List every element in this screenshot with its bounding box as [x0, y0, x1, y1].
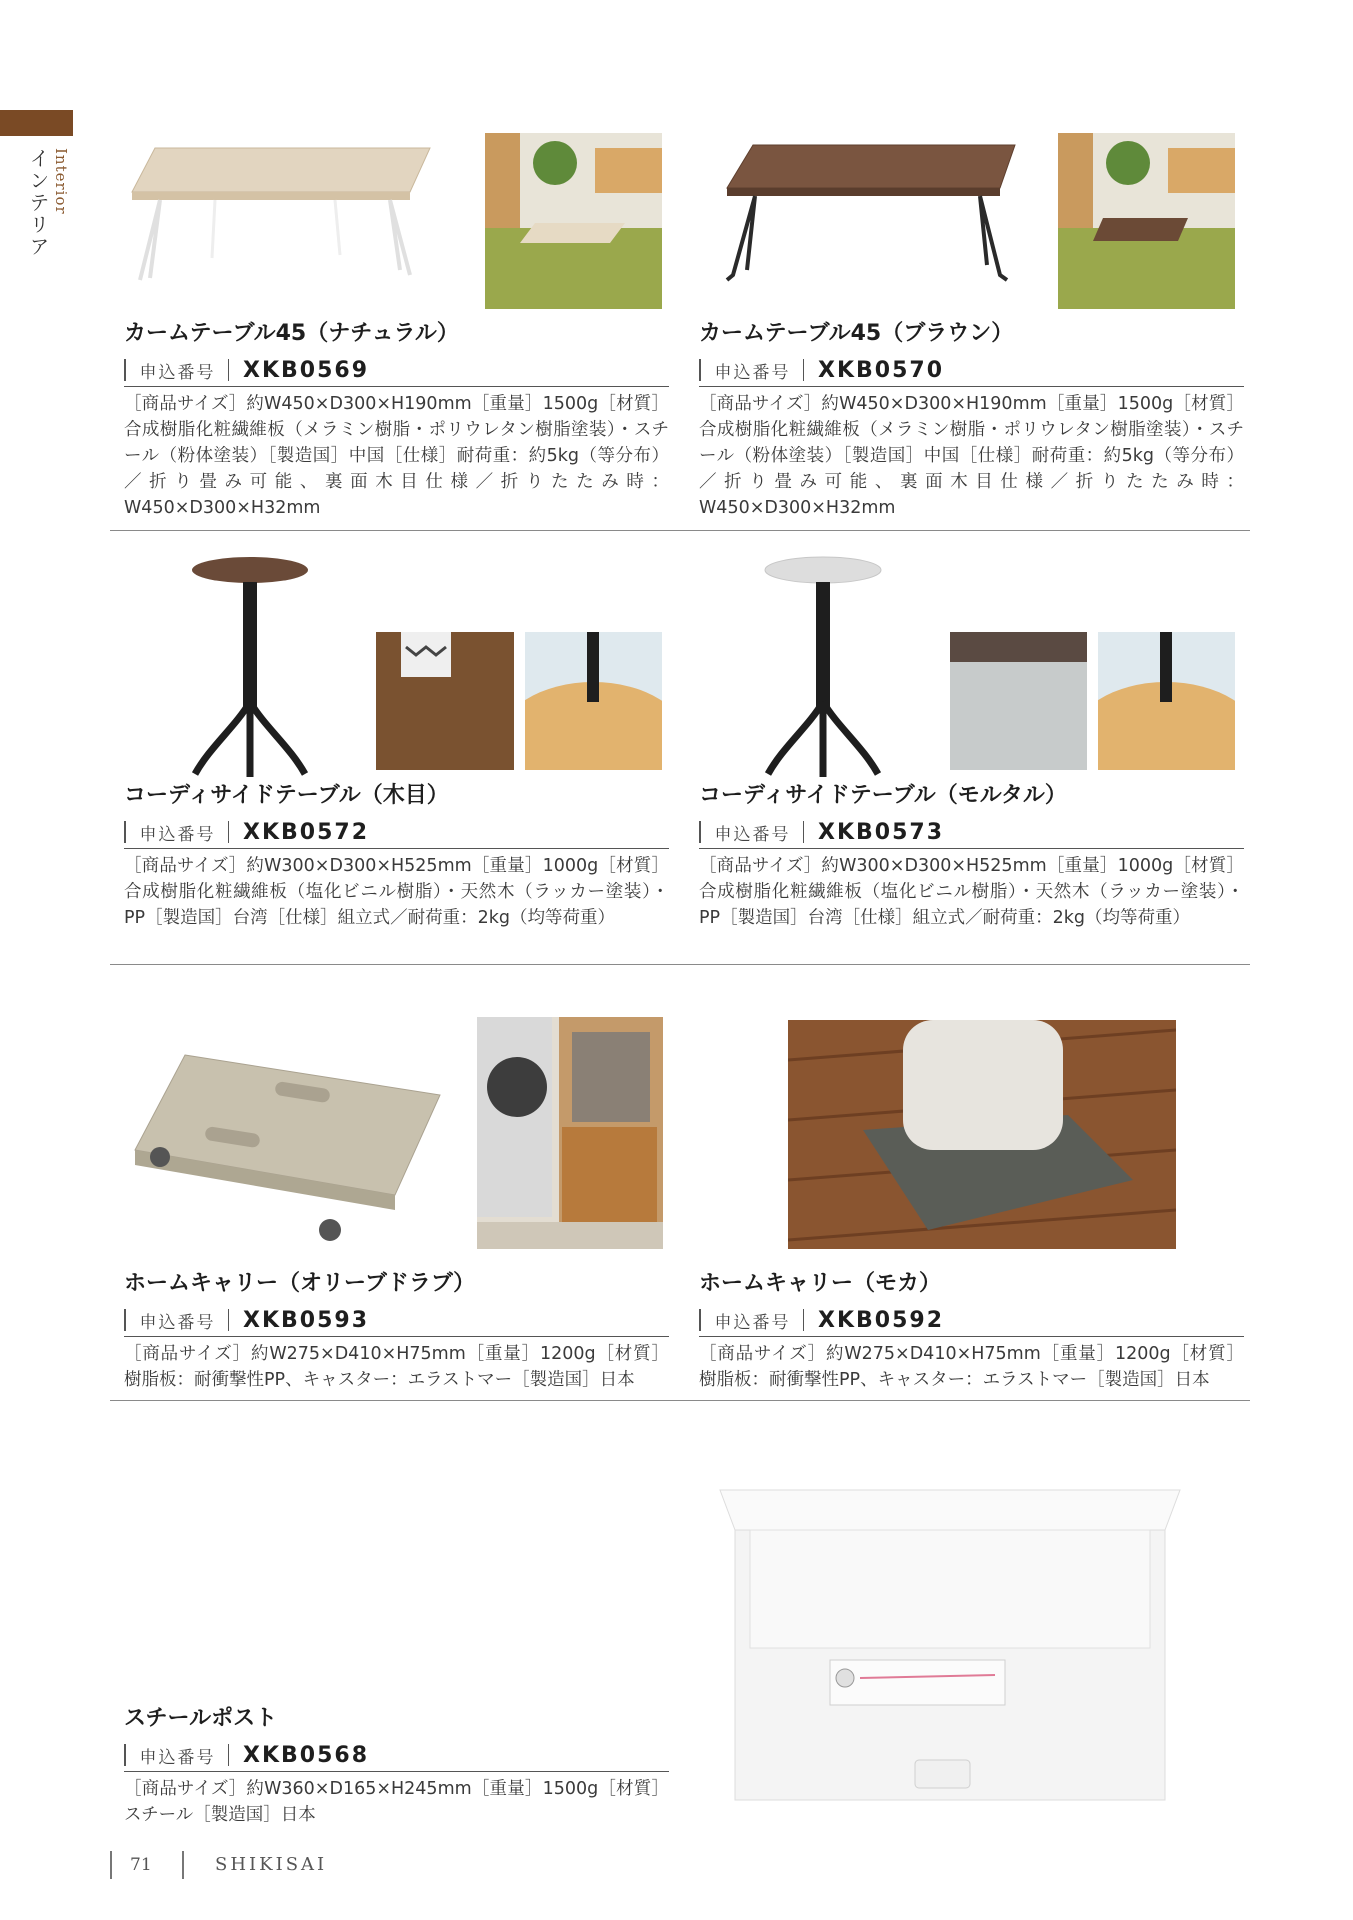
- product-spec: ［商品サイズ］約W300×D300×H525mm［重量］1000g［材質］合成樹脂化粧繊維板（塩化ビニル樹脂）・天然木（ラッカー塗装）・PP［製造国］台湾［仕様］組立式／耐荷重：2kg（均等荷重）: [699, 856, 1244, 928]
- product-card: [699, 1270, 1244, 1393]
- detail-photo-wood-top: [376, 632, 514, 770]
- product-code: XKB0568: [243, 1742, 370, 1768]
- product-card: [124, 1705, 669, 1828]
- code-label: 申込番号: [714, 824, 791, 845]
- product-card: [699, 782, 1244, 931]
- product-image-steel-post: [710, 1450, 1190, 1810]
- product-title: カームテーブル45（ナチュラル）: [124, 321, 459, 346]
- product-spec: ［商品サイズ］約W275×D410×H75mm［重量］1200g［材質］樹脂板：耐衝撃性PP、キャスター：エラストマー［製造国］日本: [124, 1344, 669, 1390]
- code-label: 申込番号: [139, 1312, 216, 1333]
- footer-divider: [182, 1851, 184, 1879]
- room-photo-home-carry: [477, 1017, 663, 1249]
- product-spec: ［商品サイズ］約W450×D300×H190mm［重量］1500g［材質］合成樹脂化粧繊維板（メラミン樹脂・ポリウレタン樹脂塗装）・スチール（粉体塗装）［製造国］中国［仕様］耐荷重：約5kg（等分布）／折り畳み可能、裏面木目仕様／折りたたみ時：W450×D300×H32mm: [699, 394, 1244, 518]
- code-label: 申込番号: [139, 362, 216, 383]
- product-title: スチールポスト: [124, 1706, 278, 1731]
- product-title: ホームキャリー（オリーブドラブ）: [124, 1271, 476, 1296]
- product-card: [124, 1270, 669, 1393]
- product-image-mortar-side-table: [758, 552, 888, 782]
- detail-photo-mortar-base: [1098, 632, 1235, 770]
- product-card: [124, 320, 669, 521]
- row-separator: [110, 530, 1250, 531]
- product-card: [124, 782, 669, 931]
- product-spec: ［商品サイズ］約W275×D410×H75mm［重量］1200g［材質］樹脂板：耐衝撃性PP、キャスター：エラストマー［製造国］日本: [699, 1344, 1244, 1390]
- product-spec: ［商品サイズ］約W300×D300×H525mm［重量］1000g［材質］合成樹脂化粧繊維板（塩化ビニル樹脂）・天然木（ラッカー塗装）・PP［製造国］台湾［仕様］組立式／耐荷重：2kg（均等荷重）: [124, 856, 669, 928]
- product-spec: ［商品サイズ］約W450×D300×H190mm［重量］1500g［材質］合成樹脂化粧繊維板（メラミン樹脂・ポリウレタン樹脂塗装）・スチール（粉体塗装）［製造国］中国［仕様］耐荷重：約5kg（等分布）／折り畳み可能、裏面木目仕様／折りたたみ時：W450×D300×H32mm: [124, 394, 669, 518]
- code-row: [699, 816, 1244, 849]
- code-label: 申込番号: [714, 1312, 791, 1333]
- product-code: XKB0593: [243, 1307, 370, 1333]
- detail-photo-mortar-top: [950, 632, 1087, 770]
- product-title: コーディサイドテーブル（モルタル）: [699, 783, 1067, 808]
- product-title: ホームキャリー（モカ）: [699, 1271, 942, 1296]
- product-code: XKB0573: [818, 819, 945, 845]
- section-tab-bar: [0, 110, 73, 136]
- code-row: [699, 354, 1244, 387]
- product-image-home-carry-olive: [125, 1045, 445, 1245]
- code-label: 申込番号: [714, 362, 791, 383]
- room-photo-brown-table: [1058, 133, 1235, 309]
- row-separator: [110, 964, 1250, 965]
- row-separator: [110, 1400, 1250, 1401]
- code-label: 申込番号: [139, 824, 216, 845]
- product-image-natural-table: [120, 130, 440, 300]
- code-row: [124, 1304, 669, 1337]
- page-number: 71: [130, 1855, 152, 1875]
- product-image-wood-side-table: [185, 552, 315, 782]
- brand-name: SHIKISAI: [215, 1854, 328, 1875]
- product-code: XKB0592: [818, 1307, 945, 1333]
- product-spec: ［商品サイズ］約W360×D165×H245mm［重量］1500g［材質］スチール［製造国］日本: [124, 1779, 669, 1825]
- product-image-brown-table: [715, 130, 1025, 310]
- code-label: 申込番号: [139, 1747, 216, 1768]
- product-card: [699, 320, 1244, 521]
- code-row: [699, 1304, 1244, 1337]
- section-tab-en: Interior: [52, 148, 70, 215]
- detail-photo-wood-base: [525, 632, 662, 770]
- product-code: XKB0570: [818, 357, 945, 383]
- room-photo-natural-table: [485, 133, 662, 309]
- code-row: [124, 354, 669, 387]
- product-code: XKB0569: [243, 357, 370, 383]
- product-title: コーディサイドテーブル（木目）: [124, 783, 449, 808]
- footer-divider: [110, 1851, 112, 1879]
- product-title: カームテーブル45（ブラウン）: [699, 321, 1014, 346]
- code-row: [124, 1739, 669, 1772]
- product-code: XKB0572: [243, 819, 370, 845]
- section-tab-ja: インテリア: [26, 148, 50, 258]
- code-row: [124, 816, 669, 849]
- room-photo-home-carry-mocha: [788, 1020, 1176, 1249]
